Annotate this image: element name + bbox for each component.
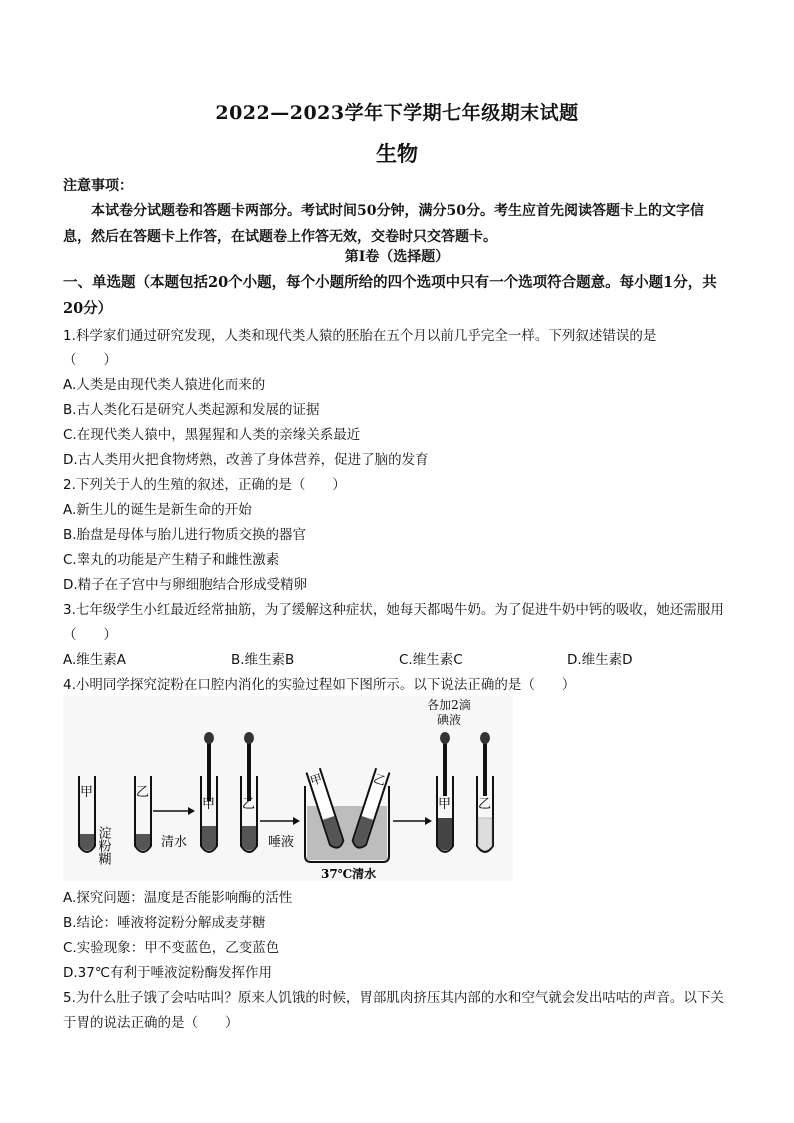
question-4-option-a: A.探究问题：温度是否能影响酶的活性 — [63, 890, 293, 906]
question-4-option-d: D.37℃有利于唾液淀粉酶发挥作用 — [63, 965, 273, 981]
question-2-option-c: C.睾丸的功能是产生精子和雌性激素 — [63, 552, 280, 568]
iodine-label: 各加2滴碘液 — [427, 698, 471, 727]
subject-title: 生物 — [376, 141, 418, 166]
notice-text: 本试卷分试题卷和答题卡两部分。考试时间50分钟，满分50分。考生应首先阅读答题卡上的文字信息，然后在答题卡上作答，在试题卷上作答无效，交卷时只交答题卡。 — [63, 203, 704, 245]
question-4-option-b: B.结论：唾液将淀粉分解成麦芽糖 — [63, 915, 266, 931]
water-label: 清水 — [161, 835, 188, 850]
question-3-option-c: C.维生素C — [399, 652, 463, 668]
question-3-option-a: A.维生素A — [63, 652, 127, 668]
dropper-1 — [207, 741, 211, 801]
svg-text:乙: 乙 — [371, 771, 388, 789]
question-2-option-b: B.胎盘是母体与胎儿进行物质交换的器官 — [63, 527, 307, 543]
starch-label: 淀粉糊 — [95, 826, 111, 865]
bath-label: 37℃清水 — [321, 867, 377, 881]
saliva-label: 唾液 — [268, 835, 295, 850]
question-1-option-a: A.人类是由现代类人猿进化而来的 — [63, 377, 266, 393]
svg-text:甲: 甲 — [308, 771, 325, 789]
svg-text:乙: 乙 — [478, 797, 492, 812]
exam-title: 2022—2023学年下学期七年级期末试题 — [215, 102, 579, 124]
question-1-stem: 1.科学家们通过研究发现，人类和现代类人猿的胚胎在五个月以前几乎完全一样。下列叙述错误的是 — [63, 328, 657, 344]
question-1-option-b: B.古人类化石是研究人类起源和发展的证据 — [63, 402, 320, 418]
tube-label-jia: 甲 — [80, 785, 94, 800]
svg-text:甲: 甲 — [202, 797, 216, 812]
question-4-stem: 4.小明同学探究淀粉在口腔内消化的实验过程如下图所示。以下说法正确的是（ ） — [63, 677, 576, 693]
question-2-stem: 2.下列关于人的生殖的叙述，正确的是（ ） — [63, 477, 346, 493]
experiment-diagram — [63, 696, 513, 881]
notice-heading: 注意事项： — [63, 178, 133, 194]
svg-text:甲: 甲 — [438, 797, 452, 812]
tube-label-yi: 乙 — [136, 785, 150, 800]
question-1-blank: （ ） — [63, 352, 117, 368]
dropper-2 — [247, 741, 251, 801]
section-heading: 一、单选题（本题包括20个小题，每个小题所给的四个选项中只有一个选项符合题意。每小题1分，共20分） — [63, 274, 717, 317]
svg-text:乙: 乙 — [242, 797, 256, 812]
question-3-option-b: B.维生素B — [231, 652, 295, 668]
question-4-option-c: C.实验现象：甲不变蓝色，乙变蓝色 — [63, 940, 280, 956]
question-5-stem: 5.为什么肚子饿了会咕咕叫？原来人饥饿的时候，胃部肌肉挤压其内部的水和空气就会发出咕咕的声音。以下关于胃的说法正确的是（ ） — [63, 990, 724, 1031]
question-3-stem: 3.七年级学生小红最近经常抽筋，为了缓解这种症状，她每天都喝牛奶。为了促进牛奶中钙的吸收，她还需服用（ ） — [63, 602, 724, 643]
question-2-option-a: A.新生儿的诞生是新生命的开始 — [63, 502, 252, 518]
question-2-option-d: D.精子在子宫中与卵细胞结合形成受精卵 — [63, 577, 308, 593]
question-3-option-d: D.维生素D — [567, 652, 633, 668]
starch-paste-fill — [80, 834, 94, 851]
question-1-option-d: D.古人类用火把食物烤熟，改善了身体营养，促进了脑的发育 — [63, 452, 429, 468]
question-1-option-c: C.在现代类人猿中，黑猩猩和人类的亲缘关系最近 — [63, 427, 361, 443]
part-title: 第Ⅰ卷（选择题） — [344, 249, 450, 265]
